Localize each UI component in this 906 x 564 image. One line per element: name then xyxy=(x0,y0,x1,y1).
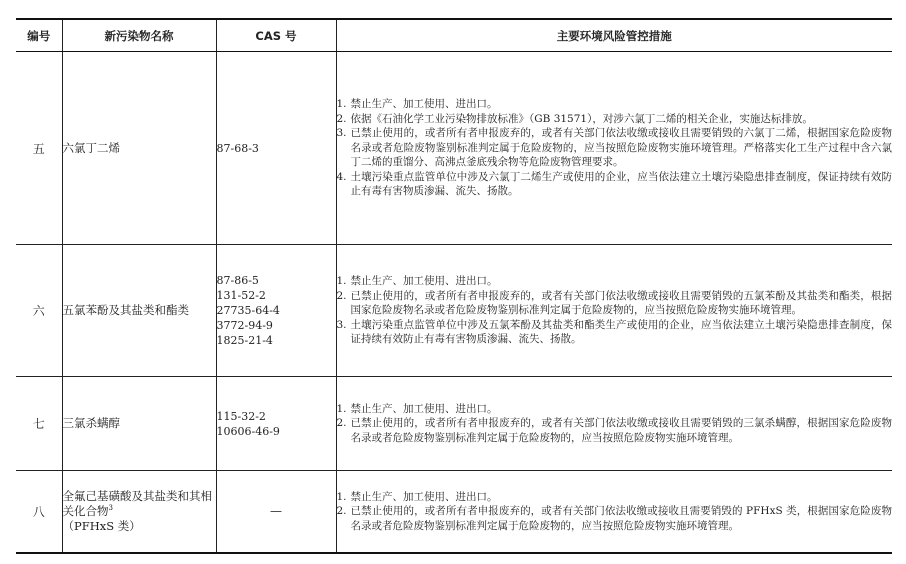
measure-list xyxy=(337,490,893,534)
cas-number: 131-52-2 xyxy=(216,289,266,302)
measure-item: 1. 禁止生产、加工使用、进出口。 xyxy=(336,275,498,288)
control-measures xyxy=(336,471,892,553)
measure-list xyxy=(337,274,893,347)
measure-item: 1. 禁止生产、加工使用、进出口。 xyxy=(336,402,498,415)
cas-numbers xyxy=(216,471,336,553)
measure-item: 2. 已禁止使用的，或者所有者申报废弃的，或者有关部门依法收缴或接收且需要销毁的 PFHxS 类，根据国家危险废物名录或者危险废物鉴别标准判定属于危险废物的，应当按照危险废物实施环境管理。 xyxy=(336,505,892,532)
measure-item: 4. 土壤污染重点监管单位中涉及六氯丁二烯生产或使用的企业，应当依法建立土壤污染隐患排查制度，保证持续有效防止有毒有害物质渗漏、流失、扬散。 xyxy=(336,170,892,198)
control-measures xyxy=(336,52,892,245)
pollutant-name: 五氯苯酚及其盐类和酯类 xyxy=(62,245,216,377)
measure-item: 2. 已禁止使用的，或者所有者申报废弃的，或者有关部门依法收缴或接收且需要销毁的五氯苯酚及其盐类和酯类，根据国家危险废物名录或者危险废物鉴别标准判定属于危险废物的，应当按照危险废物实施环境管理。 xyxy=(336,289,892,317)
footnote-marker: 3 xyxy=(108,503,113,512)
cas-number: 3772-94-9 xyxy=(216,319,273,332)
row-number: 六 xyxy=(16,245,62,377)
measure-list xyxy=(337,402,893,446)
cas-number: 27735-64-4 xyxy=(216,304,280,317)
row-number: 八 xyxy=(16,471,62,553)
measure-item: 3. 已禁止使用的，或者所有者申报废弃的，或者有关部门依法收缴或接收且需要销毁的六氯丁二烯，根据国家危险废物名录或者危险废物鉴别标准判定属于危险废物的，应当按照危险废物实施环境管理。严格落实化工生产过程中含六氯丁二烯的重馏分、高沸点釜底残余物等危险废物管理要求。 xyxy=(336,127,892,169)
pollutant-name: 三氯杀螨醇 xyxy=(62,377,216,471)
cas-number: 87-68-3 xyxy=(216,141,259,155)
pollutant-control-table xyxy=(16,18,892,554)
header-cas: CAS 号 xyxy=(216,19,336,52)
control-measures xyxy=(336,377,892,471)
cas-number: 1825-21-4 xyxy=(216,334,273,347)
pollutant-name-text: 全氟己基磺酸及其盐类和其相关化合物 xyxy=(62,488,212,518)
cas-number: 115-32-2 xyxy=(216,409,266,423)
measure-list xyxy=(337,97,893,199)
row-number: 七 xyxy=(16,377,62,471)
row-number: 五 xyxy=(16,52,62,245)
measure-item: 3. 土壤污染重点监管单位中涉及五氯苯酚及其盐类和酯类生产或使用的企业，应当依法建立土壤污染隐患排查制度，保证持续有效防止有毒有害物质渗漏、流失、扬散。 xyxy=(336,318,892,346)
measure-item: 2. 依据《石油化学工业污染物排放标准》（GB 31571），对涉六氯丁二烯的相关企业，实施达标排放。 xyxy=(336,112,813,125)
cas-numbers xyxy=(216,245,336,377)
table-row xyxy=(16,377,892,471)
header-name: 新污染物名称 xyxy=(62,19,216,52)
table-row xyxy=(16,471,892,553)
measure-item: 2. 已禁止使用的，或者所有者申报废弃的，或者有关部门依法收缴或接收且需要销毁的三氯杀螨醇，根据国家危险废物名录或者危险废物鉴别标准判定属于危险废物的，应当按照危险废物实施环境管理。 xyxy=(336,417,892,444)
header-row xyxy=(16,19,892,52)
cas-number: — xyxy=(270,503,282,518)
control-measures xyxy=(336,245,892,377)
cas-numbers xyxy=(216,377,336,471)
cas-number: 10606-46-9 xyxy=(216,424,280,438)
header-number: 编号 xyxy=(16,19,62,52)
cas-numbers xyxy=(216,52,336,245)
pollutant-name xyxy=(62,471,216,553)
header-measures: 主要环境风险管控措施 xyxy=(336,19,892,52)
measure-item: 1. 禁止生产、加工使用、进出口。 xyxy=(336,490,498,503)
cas-number: 87-86-5 xyxy=(216,274,259,287)
pollutant-name: 六氯丁二烯 xyxy=(62,52,216,245)
measure-item: 1. 禁止生产、加工使用、进出口。 xyxy=(336,98,498,111)
table-row xyxy=(16,245,892,377)
table-row xyxy=(16,52,892,245)
pollutant-name-abbrev: （PFHxS 类） xyxy=(62,518,141,533)
